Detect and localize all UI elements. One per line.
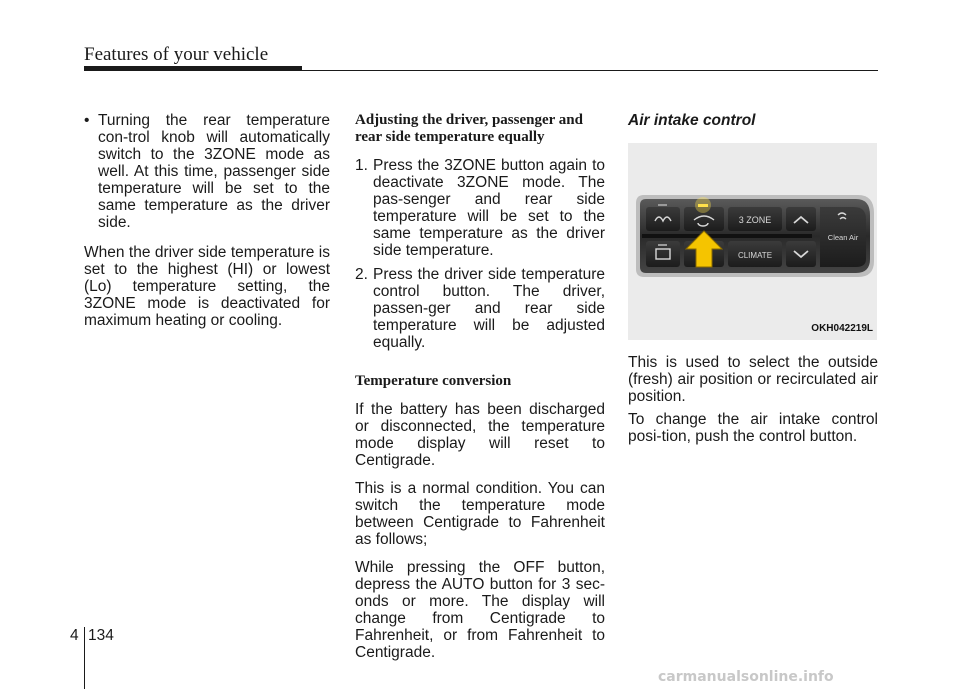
column-1	[84, 112, 330, 340]
panel-slit	[642, 234, 812, 238]
climate-panel-figure	[628, 143, 877, 340]
page-number: 134	[88, 627, 114, 644]
climate-control-panel-illustration	[628, 143, 877, 340]
clean-air-label: Clean Air	[827, 233, 859, 242]
header-title: Features of your vehicle	[84, 44, 269, 65]
temp-down-button[interactable]	[786, 241, 816, 267]
defrost-button[interactable]	[646, 207, 680, 231]
header-rule-thin	[84, 70, 878, 71]
section-heading: Temperature conversion	[355, 373, 512, 389]
bullet-dot: •	[84, 112, 90, 129]
chapter-number: 4	[70, 627, 79, 644]
paragraph: To change the air intake control posi-tion, push the control button.	[628, 411, 878, 445]
figure-code: OKH042219L	[811, 323, 873, 334]
item-text: Press the 3ZONE button again to deactivate 3ZONE mode. The pas-senger and rear side temperature will be set to the same temperature as the driver side temperature.	[373, 157, 605, 259]
paragraph: While pressing the OFF button, depress the AUTO button for 3 sec-onds or more. The display will change from Centigrade to Fahrenheit, or from Fahrenheit to Centigrade.	[355, 559, 605, 661]
bullet-text: Turning the rear temperature con-trol knob will automatically switch to the 3ZONE mode as well. At this time, passenger side temperature will be set to the same temperature as the driver side.	[98, 112, 330, 231]
numbered-item	[355, 157, 605, 259]
section-title: Air intake control	[628, 112, 756, 129]
item-number: 1.	[355, 157, 368, 174]
footer-rule	[84, 627, 85, 689]
item-text: Press the driver side temperature control button. The driver, passen-ger and rear side temperature will be adjusted equally.	[373, 266, 605, 351]
column-3	[628, 112, 878, 456]
paragraph: This is used to select the outside (fresh) air position or recirculated air position.	[628, 354, 878, 405]
led-glow	[695, 197, 711, 213]
climate-label: CLIMATE	[737, 251, 773, 260]
paragraph: If the battery has been discharged or disconnected, the temperature mode display will reset to Centigrade.	[355, 401, 605, 469]
numbered-item	[355, 266, 605, 351]
paragraph: This is a normal condition. You can switch the temperature mode between Centigrade to Fahrenheit as follows;	[355, 480, 605, 548]
section-heading: Adjusting the driver, passenger and rear side temperature equally	[355, 112, 583, 145]
watermark[interactable]: carmanualsonline.info	[658, 669, 834, 685]
bullet-item	[84, 112, 330, 231]
led-indicator	[658, 204, 667, 206]
zone-label: 3 ZONE	[738, 215, 772, 225]
temp-up-button[interactable]	[786, 207, 816, 231]
column-2	[355, 112, 605, 672]
led-indicator	[658, 244, 667, 246]
paragraph: When the driver side temperature is set to the highest (HI) or lowest (Lo) temperature setting, the 3ZONE mode is deactivated for maximum heating or cooling.	[84, 244, 330, 329]
item-number: 2.	[355, 266, 368, 283]
